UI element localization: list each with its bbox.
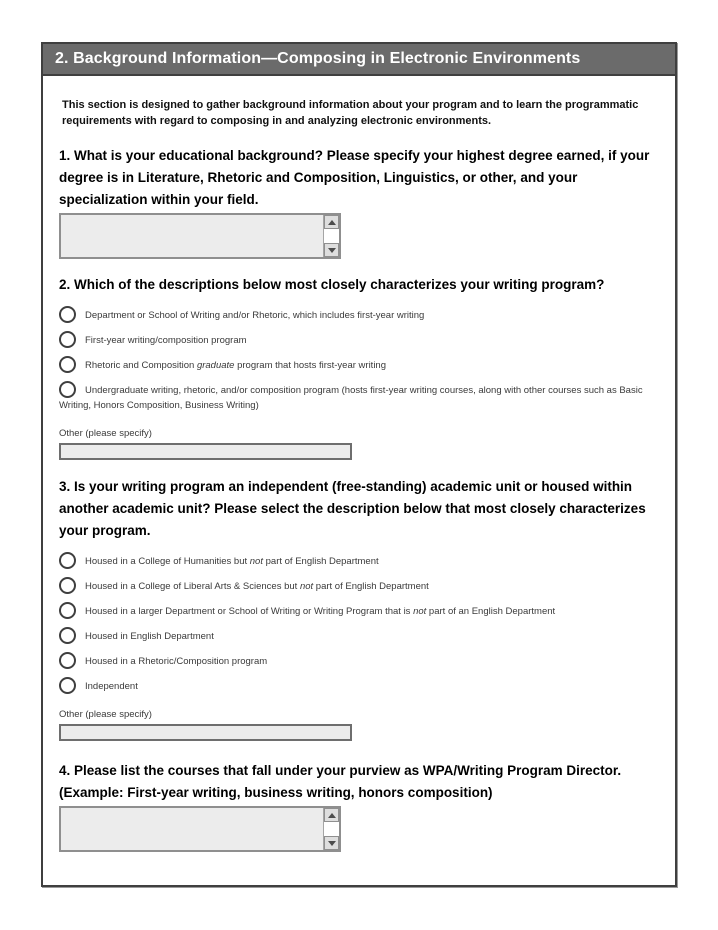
q3-option-1-radio[interactable] — [59, 552, 76, 569]
question-4-title-line2: (Example: First-year writing, business writing, honors composition) — [59, 785, 493, 800]
q4-answer-box — [59, 806, 341, 852]
q2-option-4-radio[interactable] — [59, 381, 76, 398]
section-content — [43, 97, 675, 852]
q4-scrollbar[interactable] — [323, 808, 339, 850]
q2-option-2-label: First-year writing/composition program — [85, 335, 247, 346]
question-3-options — [59, 552, 659, 694]
q3-option-2-radio[interactable] — [59, 577, 76, 594]
q2-option-1-radio[interactable] — [59, 306, 76, 323]
q3-option-3-radio[interactable] — [59, 602, 76, 619]
q3-other-label: Other (please specify) — [59, 709, 152, 720]
q3-option-5[interactable] — [59, 652, 659, 669]
q3-option-4-label: Housed in English Department — [85, 631, 214, 642]
q3-option-4-radio[interactable] — [59, 627, 76, 644]
question-1 — [59, 145, 659, 259]
q3-option-1-label: Housed in a College of Humanities but — [85, 556, 250, 567]
q2-option-4[interactable] — [59, 381, 659, 413]
q3-option-5-label: Housed in a Rhetoric/Composition program — [85, 656, 268, 667]
q3-option-3-label: Housed in a larger Department or School of Writing or Writing Program that is — [85, 606, 414, 617]
down-arrow-icon — [328, 248, 336, 253]
question-2 — [59, 274, 659, 460]
scroll-up-button[interactable] — [324, 215, 339, 229]
q3-option-4[interactable] — [59, 627, 659, 644]
q3-option-2[interactable]: Housed in a College of Liberal Arts & Sciences but not part of English Department — [59, 577, 659, 594]
scroll-down-button[interactable] — [324, 243, 339, 257]
down-arrow-icon — [328, 841, 336, 846]
section-title: 2. Background Information—Composing in Electronic Environments — [55, 50, 581, 67]
q3-option-6[interactable] — [59, 677, 659, 694]
q3-option-5-radio[interactable] — [59, 652, 76, 669]
q2-other-input[interactable] — [59, 443, 352, 460]
q3-option-2-label: Housed in a College of Liberal Arts & Sciences but — [85, 581, 300, 592]
q2-option-3-label: Rhetoric and Composition — [85, 360, 197, 371]
q3-option-3[interactable]: Housed in a larger Department or School of Writing or Writing Program that is not part of an English Department — [59, 602, 659, 619]
q2-option-1-label: Department or School of Writing and/or Rhetoric, which includes first-year writing — [85, 310, 425, 321]
scrollbar-track[interactable] — [324, 822, 339, 836]
question-2-options — [59, 306, 659, 413]
q4-answer-textarea[interactable] — [61, 808, 323, 850]
q3-other-input[interactable] — [59, 724, 352, 741]
q2-other-label: Other (please specify) — [59, 428, 152, 439]
section-header — [43, 44, 675, 76]
q2-option-3[interactable]: Rhetoric and Composition graduate program that hosts first-year writing — [59, 356, 659, 373]
q1-answer-box — [59, 213, 341, 259]
question-3-title: 3. Is your writing program an independent (free-standing) academic unit or housed within another academic unit? Please select the description below that most closely characterizes your program. — [59, 479, 646, 538]
question-4 — [59, 760, 659, 852]
q2-option-2-radio[interactable] — [59, 331, 76, 348]
question-4-title-line1: 4. Please list the courses that fall under your purview as WPA/Writing Program Director. — [59, 763, 622, 778]
up-arrow-icon — [328, 813, 336, 818]
question-2-title: 2. Which of the descriptions below most closely characterizes your writing program? — [59, 277, 605, 292]
form-container — [41, 42, 677, 887]
question-1-title: 1. What is your educational background? Please specify your highest degree earned, if your degree is in Literature, Rhetoric and Composition, Linguistics, or other, and your specialization within your field. — [59, 148, 650, 207]
scrollbar-track[interactable] — [324, 229, 339, 243]
up-arrow-icon — [328, 220, 336, 225]
section-intro-text: This section is designed to gather background information about your program and to learn the programmatic requirements with regard to composing in and analyzing electronic environments. — [62, 99, 639, 127]
scroll-down-button[interactable] — [324, 836, 339, 850]
q2-option-1[interactable] — [59, 306, 659, 323]
q3-option-1[interactable]: Housed in a College of Humanities but not part of English Department — [59, 552, 659, 569]
q3-option-6-label: Independent — [85, 681, 138, 692]
question-3 — [59, 476, 659, 741]
question-4-title — [59, 760, 659, 804]
q2-option-3-radio[interactable] — [59, 356, 76, 373]
q1-scrollbar[interactable] — [323, 215, 339, 257]
q2-option-4-label: Undergraduate writing, rhetoric, and/or composition program (hosts first-year writing courses, along with other courses such as Basic Writing, Honors Composition, Business Writing) — [59, 385, 643, 411]
q3-option-6-radio[interactable] — [59, 677, 76, 694]
q1-answer-textarea[interactable] — [61, 215, 323, 257]
scroll-up-button[interactable] — [324, 808, 339, 822]
q2-option-2[interactable] — [59, 331, 659, 348]
